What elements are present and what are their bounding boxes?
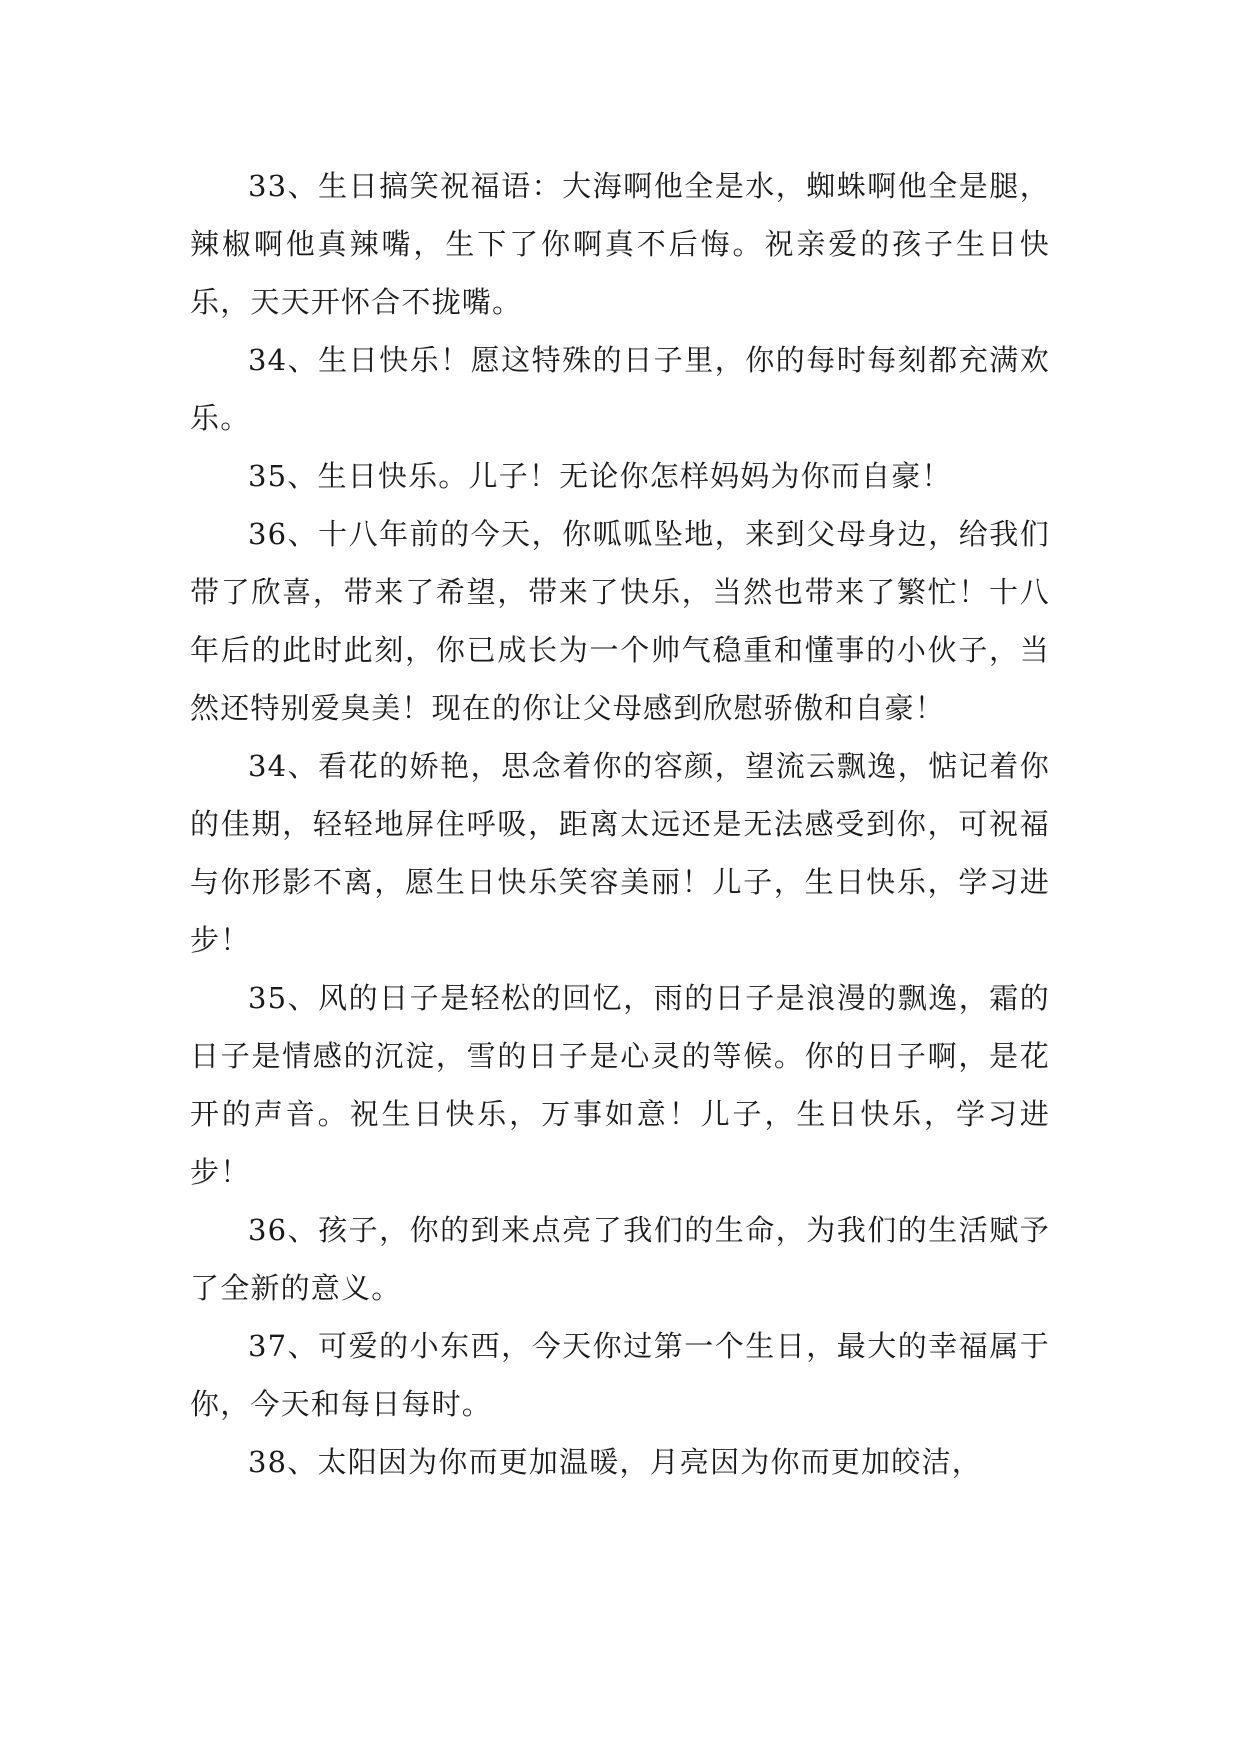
paragraph: 35、生日快乐。儿子！无论你怎样妈妈为你而自豪！ — [248, 459, 952, 493]
paragraph: 37、可爱的小东西，今天你过第一个生日，最大的幸福属于你，今天和每日每时。 — [190, 1329, 1050, 1421]
paragraph: 33、生日搞笑祝福语：大海啊他全是水，蜘蛛啊他全是腿，辣椒啊他真辣嘴，生下了你啊真不后悔。祝亲爱的孩子生日快乐，天天开怀合不拢嘴。 — [190, 169, 1050, 319]
document-body — [190, 157, 1050, 1491]
paragraph: 36、孩子，你的到来点亮了我们的生命，为我们的生活赋予了全新的意义。 — [190, 1213, 1050, 1305]
paragraph: 38、太阳因为你而更加温暖，月亮因为你而更加皎洁， — [248, 1445, 982, 1479]
paragraph: 34、看花的娇艳，思念着你的容颜，望流云飘逸，惦记着你的佳期，轻轻地屏住呼吸，距离太远还是无法感受到你，可祝福与你形影不离，愿生日快乐笑容美丽！儿子，生日快乐，学习进步！ — [190, 749, 1050, 957]
paragraph: 35、风的日子是轻松的回忆，雨的日子是浪漫的飘逸，霜的日子是情感的沉淀，雪的日子是心灵的等候。你的日子啊，是花开的声音。祝生日快乐，万事如意！儿子，生日快乐，学习进步！ — [190, 981, 1050, 1189]
paragraph: 36、十八年前的今天，你呱呱坠地，来到父母身边，给我们带了欣喜，带来了希望，带来了快乐，当然也带来了繁忙！十八年后的此时此刻，你已成长为一个帅气稳重和懂事的小伙子，当然还特别爱臭美！现在的你让父母感到欣慰骄傲和自豪！ — [190, 517, 1050, 725]
paragraph: 34、生日快乐！愿这特殊的日子里，你的每时每刻都充满欢乐。 — [190, 343, 1050, 435]
